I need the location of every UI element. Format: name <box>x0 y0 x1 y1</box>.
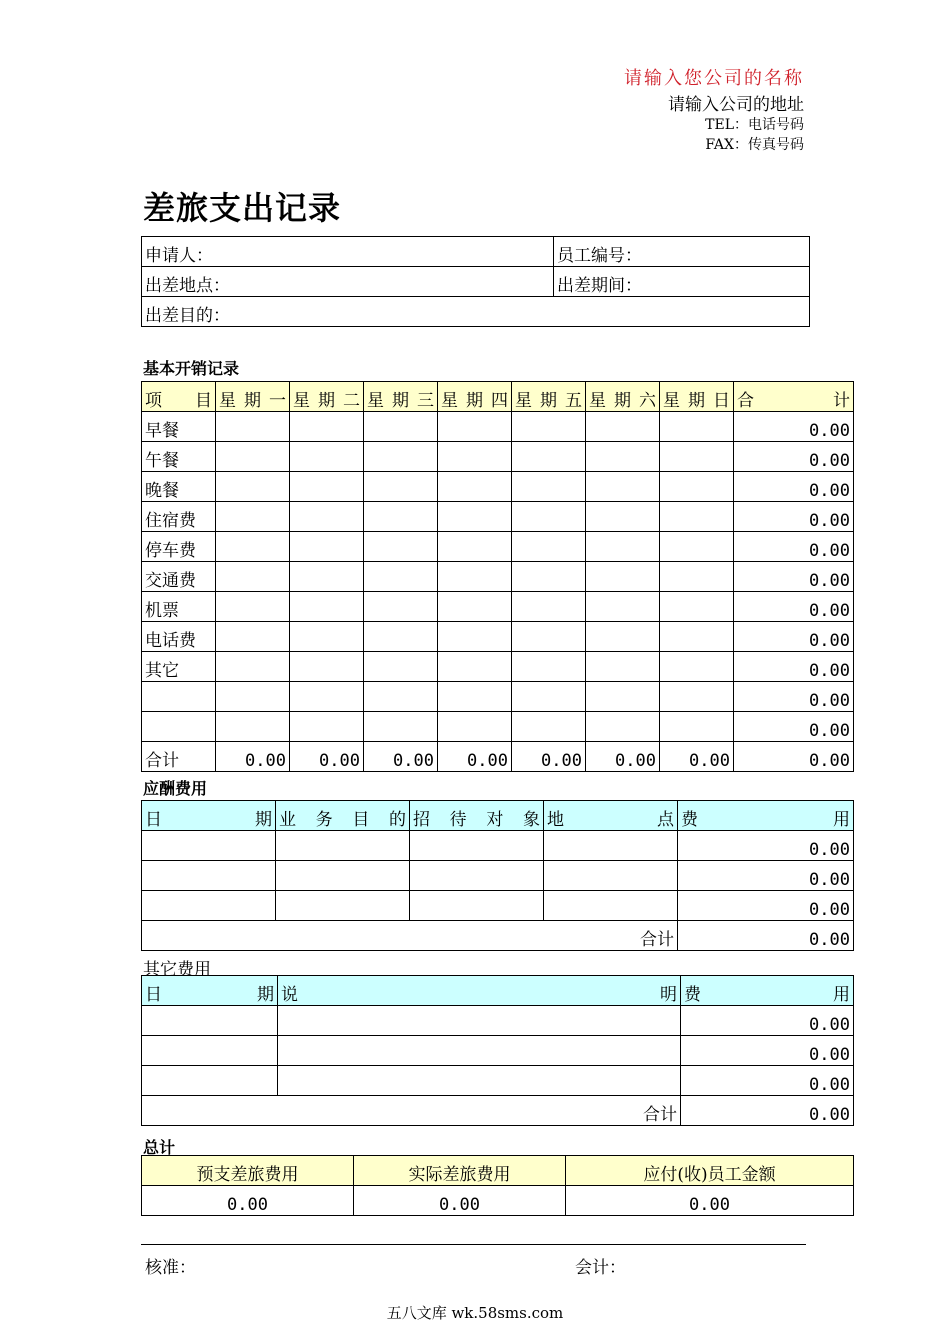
expense-day-cell[interactable] <box>438 442 512 472</box>
header-text: 星 期 四 <box>441 391 508 411</box>
expense-day-cell[interactable] <box>364 592 438 622</box>
other-desc-cell[interactable] <box>278 1006 681 1036</box>
table-row <box>142 412 854 442</box>
header-text: 星 期 六 <box>589 391 656 411</box>
expense-day-cell[interactable] <box>364 442 438 472</box>
entertainment-total-row <box>142 921 854 951</box>
entertainment-cell[interactable] <box>142 831 276 861</box>
table-row <box>142 532 854 562</box>
expense-item-label: 交通费 <box>142 562 216 592</box>
table-row <box>142 502 854 532</box>
entertainment-amount[interactable]: 0.00 <box>678 861 854 891</box>
other-expense-table <box>141 975 854 1126</box>
table-row <box>142 831 854 861</box>
summary-header-advance: 预支差旅费用 <box>142 1156 354 1186</box>
expense-item-label: 机票 <box>142 592 216 622</box>
summary-header-actual: 实际差旅费用 <box>354 1156 566 1186</box>
other-header-row <box>142 976 854 1006</box>
table-row <box>142 861 854 891</box>
basic-section-title: 基本开销记录 <box>143 359 240 378</box>
footer-watermark: 五八文库 wk.58sms.com <box>386 1304 564 1322</box>
header-text: 招 待 对 象 <box>413 810 540 830</box>
expense-row-total: 0.00 <box>734 712 854 742</box>
header-text: 说 明 <box>281 985 677 1005</box>
expense-day-cell[interactable] <box>364 622 438 652</box>
entertainment-cell[interactable] <box>276 831 410 861</box>
header-text: 地 点 <box>547 810 674 830</box>
expense-row-total: 0.00 <box>734 502 854 532</box>
table-row <box>142 592 854 622</box>
expense-item-label: 午餐 <box>142 442 216 472</box>
day-total-cell: 0.00 <box>512 742 586 772</box>
other-desc-cell[interactable] <box>278 1066 681 1096</box>
table-row <box>142 562 854 592</box>
period-field[interactable]: 出差期间： <box>554 267 810 297</box>
table-row <box>142 622 854 652</box>
table-row <box>142 472 854 502</box>
expense-day-cell[interactable] <box>586 682 660 712</box>
summary-table <box>141 1155 854 1216</box>
expense-item-label: 晚餐 <box>142 472 216 502</box>
expense-day-cell[interactable] <box>660 502 734 532</box>
expense-day-cell[interactable] <box>660 562 734 592</box>
entertainment-header-cell <box>544 801 678 831</box>
expense-day-cell[interactable] <box>290 712 364 742</box>
expense-day-cell[interactable] <box>290 682 364 712</box>
basic-header-cell <box>586 382 660 412</box>
expense-day-cell[interactable] <box>660 622 734 652</box>
expense-day-cell[interactable] <box>216 682 290 712</box>
entertainment-amount[interactable]: 0.00 <box>678 891 854 921</box>
expense-day-cell[interactable] <box>438 622 512 652</box>
expense-day-cell[interactable] <box>660 592 734 622</box>
expense-day-cell[interactable] <box>290 442 364 472</box>
expense-day-cell[interactable] <box>512 442 586 472</box>
expense-day-cell[interactable] <box>438 502 512 532</box>
entertainment-cell[interactable] <box>276 861 410 891</box>
expense-day-cell[interactable] <box>438 652 512 682</box>
expense-day-cell[interactable] <box>586 592 660 622</box>
basic-expense-table <box>141 381 854 772</box>
expense-row-total: 0.00 <box>734 532 854 562</box>
entertainment-amount[interactable]: 0.00 <box>678 831 854 861</box>
header-text: 合 计 <box>737 391 850 411</box>
document-title: 差旅支出记录 <box>143 189 342 227</box>
expense-day-cell[interactable] <box>216 532 290 562</box>
table-row <box>142 1066 854 1096</box>
other-date-cell[interactable] <box>142 1006 278 1036</box>
expense-day-cell[interactable] <box>438 562 512 592</box>
expense-day-cell[interactable] <box>586 412 660 442</box>
summary-value-payable[interactable]: 0.00 <box>566 1186 854 1216</box>
expense-day-cell[interactable] <box>216 472 290 502</box>
day-total-cell: 0.00 <box>438 742 512 772</box>
expense-day-cell[interactable] <box>512 592 586 622</box>
expense-day-cell[interactable] <box>364 472 438 502</box>
company-address: 请输入公司的地址 <box>668 95 804 115</box>
entertainment-header-cell <box>410 801 544 831</box>
location-field[interactable]: 出差地点： <box>142 267 554 297</box>
expense-row-total: 0.00 <box>734 622 854 652</box>
other-total-label: 合计 <box>142 1096 681 1126</box>
expense-row-total: 0.00 <box>734 562 854 592</box>
info-table <box>141 236 810 327</box>
expense-day-cell[interactable] <box>586 502 660 532</box>
other-total-row <box>142 1096 854 1126</box>
basic-header-cell <box>216 382 290 412</box>
expense-day-cell[interactable] <box>586 562 660 592</box>
basic-header-cell <box>364 382 438 412</box>
entertainment-cell[interactable] <box>544 861 678 891</box>
expense-day-cell[interactable] <box>216 652 290 682</box>
other-amount[interactable]: 0.00 <box>681 1006 854 1036</box>
expense-item-label <box>142 712 216 742</box>
day-total-cell: 0.00 <box>290 742 364 772</box>
day-total-cell: 0.00 <box>216 742 290 772</box>
expense-item-label: 停车费 <box>142 532 216 562</box>
expense-row-total: 0.00 <box>734 652 854 682</box>
expense-day-cell[interactable] <box>216 502 290 532</box>
basic-header-cell <box>734 382 854 412</box>
entertainment-total-label: 合计 <box>142 921 678 951</box>
expense-day-cell[interactable] <box>512 712 586 742</box>
expense-day-cell[interactable] <box>364 712 438 742</box>
basic-header-cell <box>438 382 512 412</box>
basic-header-cell <box>660 382 734 412</box>
accountant-label: 会计： <box>575 1258 626 1278</box>
other-desc-cell[interactable] <box>278 1036 681 1066</box>
entertainment-cell[interactable] <box>544 831 678 861</box>
expense-day-cell[interactable] <box>216 562 290 592</box>
expense-day-cell[interactable] <box>586 712 660 742</box>
expense-day-cell[interactable] <box>290 472 364 502</box>
expense-day-cell[interactable] <box>512 412 586 442</box>
expense-day-cell[interactable] <box>216 622 290 652</box>
entertainment-header-cell <box>142 801 276 831</box>
company-name: 请输入您公司的名称 <box>624 68 804 89</box>
expense-day-cell[interactable] <box>290 532 364 562</box>
expense-day-cell[interactable] <box>512 652 586 682</box>
expense-day-cell[interactable] <box>660 652 734 682</box>
applicant-field[interactable]: 申请人： <box>142 237 554 267</box>
expense-day-cell[interactable] <box>438 412 512 442</box>
entertainment-cell[interactable] <box>410 831 544 861</box>
entertainment-cell[interactable] <box>142 891 276 921</box>
table-row <box>142 652 854 682</box>
basic-header-cell <box>142 382 216 412</box>
expense-day-cell[interactable] <box>512 502 586 532</box>
expense-item-label: 早餐 <box>142 412 216 442</box>
day-total-cell: 0.00 <box>586 742 660 772</box>
basic-header-cell <box>512 382 586 412</box>
expense-day-cell[interactable] <box>438 592 512 622</box>
expense-day-cell[interactable] <box>364 682 438 712</box>
expense-day-cell[interactable] <box>660 442 734 472</box>
expense-day-cell[interactable] <box>438 682 512 712</box>
expense-day-cell[interactable] <box>364 412 438 442</box>
basic-header-row <box>142 382 854 412</box>
basic-grand-total: 0.00 <box>734 742 854 772</box>
basic-total-label: 合计 <box>142 742 216 772</box>
expense-day-cell[interactable] <box>660 712 734 742</box>
expense-day-cell[interactable] <box>438 472 512 502</box>
expense-day-cell[interactable] <box>438 712 512 742</box>
expense-day-cell[interactable] <box>512 622 586 652</box>
header-text: 项 目 <box>145 391 212 411</box>
expense-item-label: 电话费 <box>142 622 216 652</box>
expense-day-cell[interactable] <box>290 652 364 682</box>
header-text: 日 期 <box>145 985 274 1005</box>
summary-section-title: 总计 <box>143 1138 176 1157</box>
header-text: 费 用 <box>684 985 850 1005</box>
expense-day-cell[interactable] <box>586 442 660 472</box>
expense-day-cell[interactable] <box>364 562 438 592</box>
day-total-cell: 0.00 <box>660 742 734 772</box>
expense-day-cell[interactable] <box>216 412 290 442</box>
expense-row-total: 0.00 <box>734 682 854 712</box>
expense-day-cell[interactable] <box>586 622 660 652</box>
expense-day-cell[interactable] <box>512 472 586 502</box>
entertainment-header-cell <box>678 801 854 831</box>
entertainment-total: 0.00 <box>678 921 854 951</box>
header-text: 星 期 五 <box>515 391 582 411</box>
expense-item-label: 其它 <box>142 652 216 682</box>
expense-day-cell[interactable] <box>586 472 660 502</box>
table-row <box>142 712 854 742</box>
approve-label: 核准： <box>145 1258 196 1278</box>
expense-day-cell[interactable] <box>364 532 438 562</box>
purpose-field[interactable]: 出差目的： <box>142 297 810 327</box>
summary-value-actual[interactable]: 0.00 <box>354 1186 566 1216</box>
expense-day-cell[interactable] <box>660 472 734 502</box>
expense-day-cell[interactable] <box>660 682 734 712</box>
entertainment-header-cell <box>276 801 410 831</box>
expense-row-total: 0.00 <box>734 592 854 622</box>
expense-day-cell[interactable] <box>586 532 660 562</box>
expense-day-cell[interactable] <box>364 502 438 532</box>
employee-no-field[interactable]: 员工编号： <box>554 237 810 267</box>
expense-day-cell[interactable] <box>660 532 734 562</box>
other-total: 0.00 <box>681 1096 854 1126</box>
summary-header-payable: 应付(收)员工金额 <box>566 1156 854 1186</box>
other-amount[interactable]: 0.00 <box>681 1036 854 1066</box>
expense-day-cell[interactable] <box>512 562 586 592</box>
entertainment-cell[interactable] <box>544 891 678 921</box>
expense-row-total: 0.00 <box>734 442 854 472</box>
entertainment-cell[interactable] <box>410 861 544 891</box>
table-row <box>142 891 854 921</box>
other-date-cell[interactable] <box>142 1036 278 1066</box>
expense-day-cell[interactable] <box>216 712 290 742</box>
other-date-cell[interactable] <box>142 1066 278 1096</box>
expense-item-label: 住宿费 <box>142 502 216 532</box>
table-row <box>142 1036 854 1066</box>
entertainment-cell[interactable] <box>276 891 410 921</box>
header-text: 日 期 <box>145 810 272 830</box>
expense-day-cell[interactable] <box>216 442 290 472</box>
summary-value-advance[interactable]: 0.00 <box>142 1186 354 1216</box>
company-fax: FAX：传真号码 <box>705 137 804 153</box>
expense-day-cell[interactable] <box>586 652 660 682</box>
header-text: 星 期 二 <box>293 391 360 411</box>
other-header-cell <box>278 976 681 1006</box>
basic-header-cell <box>290 382 364 412</box>
expense-day-cell[interactable] <box>290 502 364 532</box>
entertainment-header-row <box>142 801 854 831</box>
entertainment-cell[interactable] <box>410 891 544 921</box>
expense-day-cell[interactable] <box>512 532 586 562</box>
header-text: 星 期 三 <box>367 391 434 411</box>
entertainment-table <box>141 800 854 951</box>
header-text: 星 期 日 <box>663 391 730 411</box>
other-header-cell <box>681 976 854 1006</box>
table-row <box>142 1006 854 1036</box>
header-text: 星 期 一 <box>219 391 286 411</box>
entertainment-cell[interactable] <box>142 861 276 891</box>
signature-line <box>141 1244 806 1245</box>
expense-day-cell[interactable] <box>438 532 512 562</box>
expense-day-cell[interactable] <box>364 652 438 682</box>
expense-day-cell[interactable] <box>290 562 364 592</box>
day-total-cell: 0.00 <box>364 742 438 772</box>
expense-row-total: 0.00 <box>734 412 854 442</box>
table-row <box>142 442 854 472</box>
basic-total-row <box>142 742 854 772</box>
other-section-title: 其它费用 <box>143 960 211 980</box>
company-tel: TEL：电话号码 <box>705 117 804 133</box>
header-text: 费 用 <box>681 810 850 830</box>
header-text: 业 务 目 的 <box>279 810 406 830</box>
expense-item-label <box>142 682 216 712</box>
expense-day-cell[interactable] <box>290 412 364 442</box>
expense-day-cell[interactable] <box>290 622 364 652</box>
other-amount[interactable]: 0.00 <box>681 1066 854 1096</box>
entertainment-section-title: 应酬费用 <box>143 779 208 798</box>
expense-row-total: 0.00 <box>734 472 854 502</box>
table-row <box>142 682 854 712</box>
expense-day-cell[interactable] <box>216 592 290 622</box>
other-header-cell <box>142 976 278 1006</box>
expense-day-cell[interactable] <box>512 682 586 712</box>
expense-day-cell[interactable] <box>290 592 364 622</box>
expense-day-cell[interactable] <box>660 412 734 442</box>
